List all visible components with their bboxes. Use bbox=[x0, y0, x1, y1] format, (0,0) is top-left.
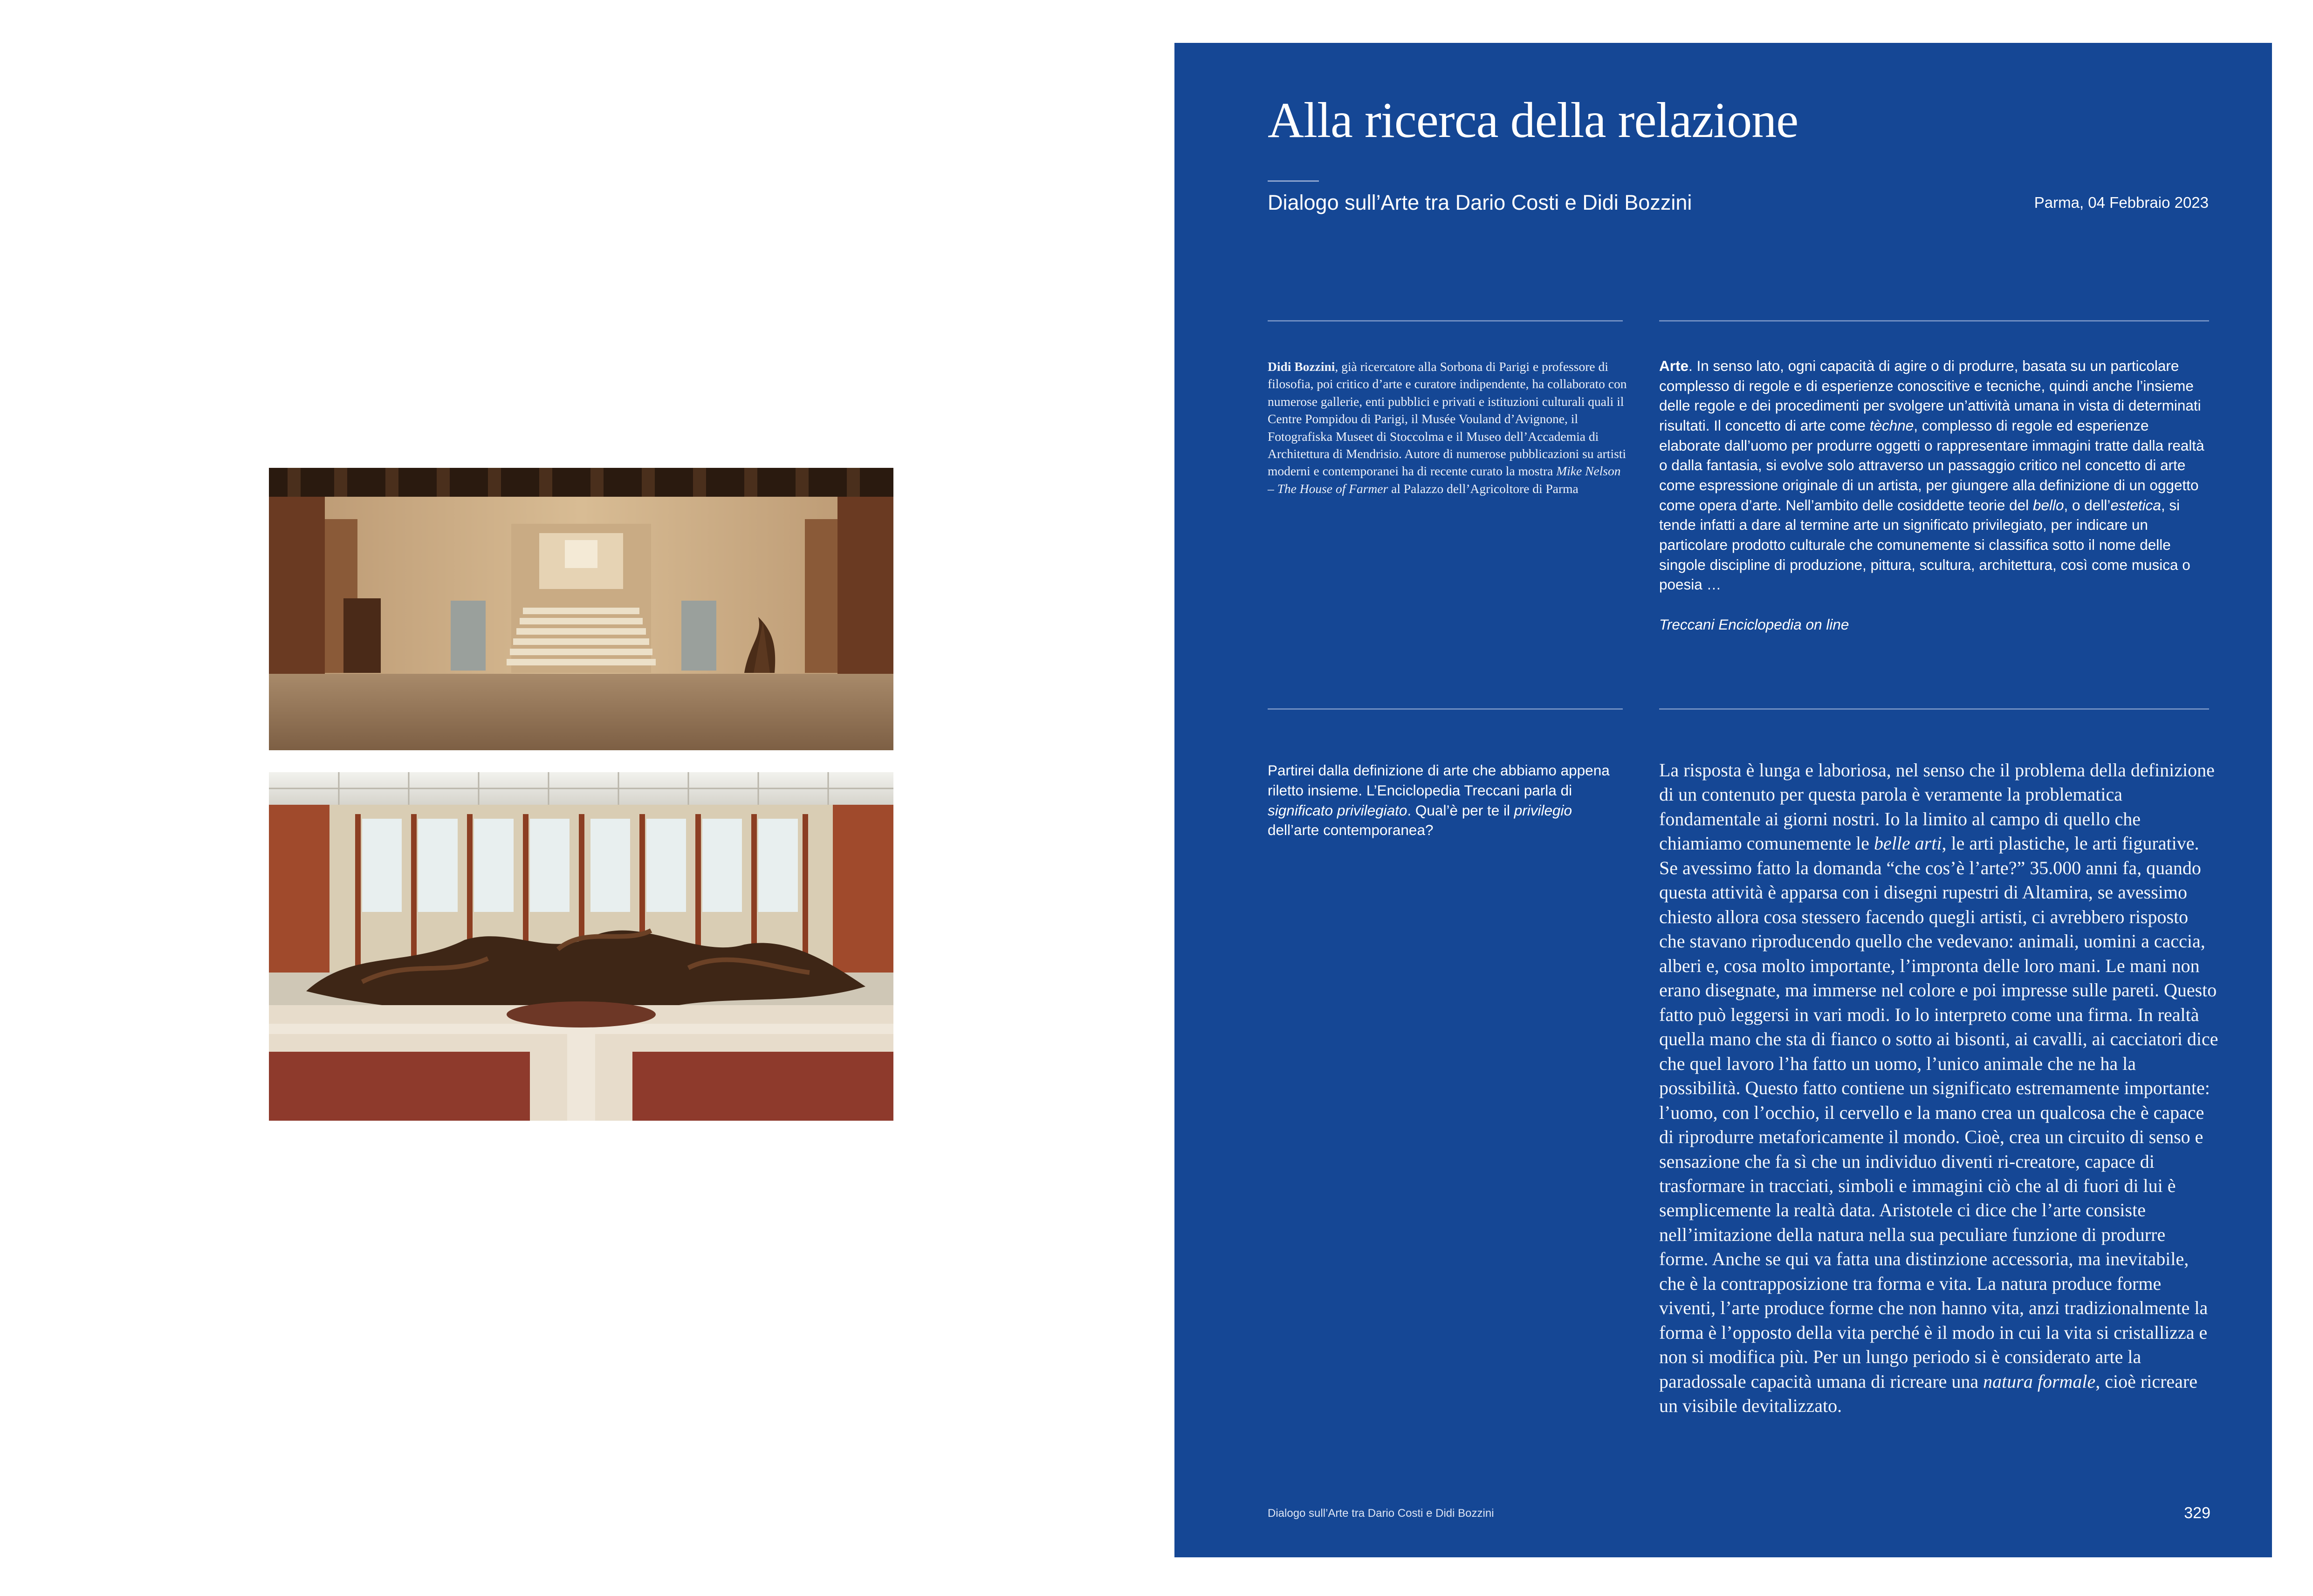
bio-name: Didi Bozzini bbox=[1268, 359, 1335, 374]
article-subtitle: Dialogo sull’Arte tra Dario Costi e Didi Bozzini bbox=[1268, 191, 1692, 214]
definition-emphasis: estetica bbox=[2110, 496, 2161, 514]
photo-lobby-staircase bbox=[269, 468, 893, 750]
answer-text: , cioè ricreare un visibile devitalizzato. bbox=[1659, 1370, 2197, 1417]
photo-hall-root-sculpture bbox=[269, 772, 893, 1121]
answer-text: La risposta è lunga e laboriosa, nel senso che il problema della definizione di un contenuto per questa parola è veramente la problematica fondamentale ai giorni nostri. Io la limito al campo di quello che chiamiamo comunemente le bbox=[1659, 760, 2215, 854]
question-text: . Qual’è per te il bbox=[1407, 801, 1514, 819]
question-text: Partirei dalla definizione di arte che abbiamo appena riletto insieme. L’Enciclopedia Treccani parla di bbox=[1268, 762, 1610, 799]
section-divider bbox=[1659, 320, 2209, 322]
definition-term: Arte bbox=[1659, 357, 1689, 374]
bio-exhibition: Mike Nelson – The House of Farmer bbox=[1268, 464, 1621, 496]
interview-answer bbox=[1659, 758, 2218, 1418]
definition-quote bbox=[1659, 356, 2209, 635]
section-divider bbox=[1268, 320, 1623, 322]
author-bio bbox=[1268, 358, 1629, 497]
article-panel bbox=[1174, 43, 2272, 1557]
definition-text: , o dell’ bbox=[2064, 496, 2111, 514]
definition-text: . In senso lato, ogni capacità di agire o di produrre, basata su un particolare complesso di regole e di esperienze conoscitive e tecniche, quindi anche l’insieme delle regole e dei procedimenti per svolgere un’attività umana in vista di determinati risultati. Il concetto di arte come bbox=[1659, 357, 2201, 434]
definition-source: Treccani Enciclopedia on line bbox=[1659, 616, 1849, 633]
page-number: 329 bbox=[2184, 1504, 2210, 1522]
answer-text: , le arti plastiche, le arti figurative. Se avessimo fatto la domanda “che cos’è l’arte?” 35.000 anni fa, quando questa attività è apparsa con i disegni rupestri di Altamira, se avessimo chiesto allora cosa stessero facendo quegli artisti, ci avrebbero risposto che stavano riproducendo quello che vedevano: animali, uomini a caccia, alberi e, cosa molto importante, l’impronta delle loro mani. Le mani non erano disegnate, ma immerse nel colore e poi impresse sulle pareti. Questo fatto può leggersi in vari modi. Io lo interpreto come una firma. In realtà quella mano che sta di fianco o sotto ai bisonti, ai cavalli, ai cacciatori dice che quel lavoro l’ha fatto un uomo, l’unico animale che ne ha la possibilità. Questo fatto contiene un significato estremamente importante: l’uomo, con l’occhio, il cervello e la mano crea un qualcosa che è capace di riprodurre metaforicamente il mondo. Cioè, crea un circuito di senso e sensazione che fa sì che un individuo diventi ri-creatore, capace di trasformare in tracciati, simboli e immagini ciò che al di fuori di lui è semplicemente la realtà data. Aristotele ci dice che l’arte consiste nell’imitazione della natura nella sua peculiare funzione di produrre forme. Anche se qui va fatta una distinzione accessoria, ma inevitabile, che è la contrapposizione tra forma e vita. La natura produce forme viventi, l’arte produce forme che non hanno vita, anzi tradizionalmente la forma è l’opposto della vita perché è il modo in cui la vita si cristallizza e non si modifica più. Per un lungo periodo si è considerato arte la paradossale capacità umana di ricreare una bbox=[1659, 833, 2218, 1392]
bio-text: , già ricercatore alla Sorbona di Parigi e professore di filosofia, poi critico d’arte e curatore indipendente, ha collaborato con numerose gallerie, enti pubblici e privati e istituzioni culturali quali il Centre Pompidou di Parigi, il Musée Vouland d’Avignone, il Fotografiska Museet di Stoccolma e il Museo dell’Accademia di Architettura di Mendrisio. Autore di numerose pubblicazioni su artisti moderni e contemporanei ha di recente curato la mostra bbox=[1268, 359, 1627, 479]
running-footer: Dialogo sull’Arte tra Dario Costi e Didi Bozzini bbox=[1268, 1507, 1494, 1520]
bio-text: al Palazzo dell’Agricoltore di Parma bbox=[1388, 481, 1579, 496]
section-divider bbox=[1268, 708, 1623, 710]
dateline: Parma, 04 Febbraio 2023 bbox=[2034, 194, 2209, 211]
title-divider bbox=[1268, 180, 1319, 182]
definition-emphasis: tèchne bbox=[1869, 417, 1914, 434]
definition-text: , complesso di regole ed esperienze elaborate dall’uomo per produrre oggetti o rappresentare immagini tratte dalla realtà o dalla fantasia, si evolve solo attraverso un passaggio critico nel concetto di arte come espressione originale di un artista, per giungere alla definizione di un oggetto come opera d’arte. Nell’ambito delle cosiddette teorie del bbox=[1659, 417, 2204, 514]
definition-text: , si tende infatti a dare al termine arte un significato privilegiato, per indicare un particolare prodotto culturale che comunemente si classifica sotto il nome delle singole discipline di produzione, pittura, scultura, architettura, così come musica o poesia … bbox=[1659, 496, 2190, 593]
section-divider bbox=[1659, 708, 2209, 710]
question-emphasis: privilegio bbox=[1514, 801, 1572, 819]
interview-question bbox=[1268, 760, 1627, 840]
article-title: Alla ricerca della relazione bbox=[1268, 93, 1798, 148]
answer-emphasis: belle arti bbox=[1874, 833, 1942, 854]
question-emphasis: significato privilegiato bbox=[1268, 801, 1407, 819]
definition-emphasis: bello bbox=[2032, 496, 2064, 514]
answer-emphasis: natura formale bbox=[1983, 1370, 2096, 1392]
question-text: dell’arte contemporanea? bbox=[1268, 822, 1434, 839]
